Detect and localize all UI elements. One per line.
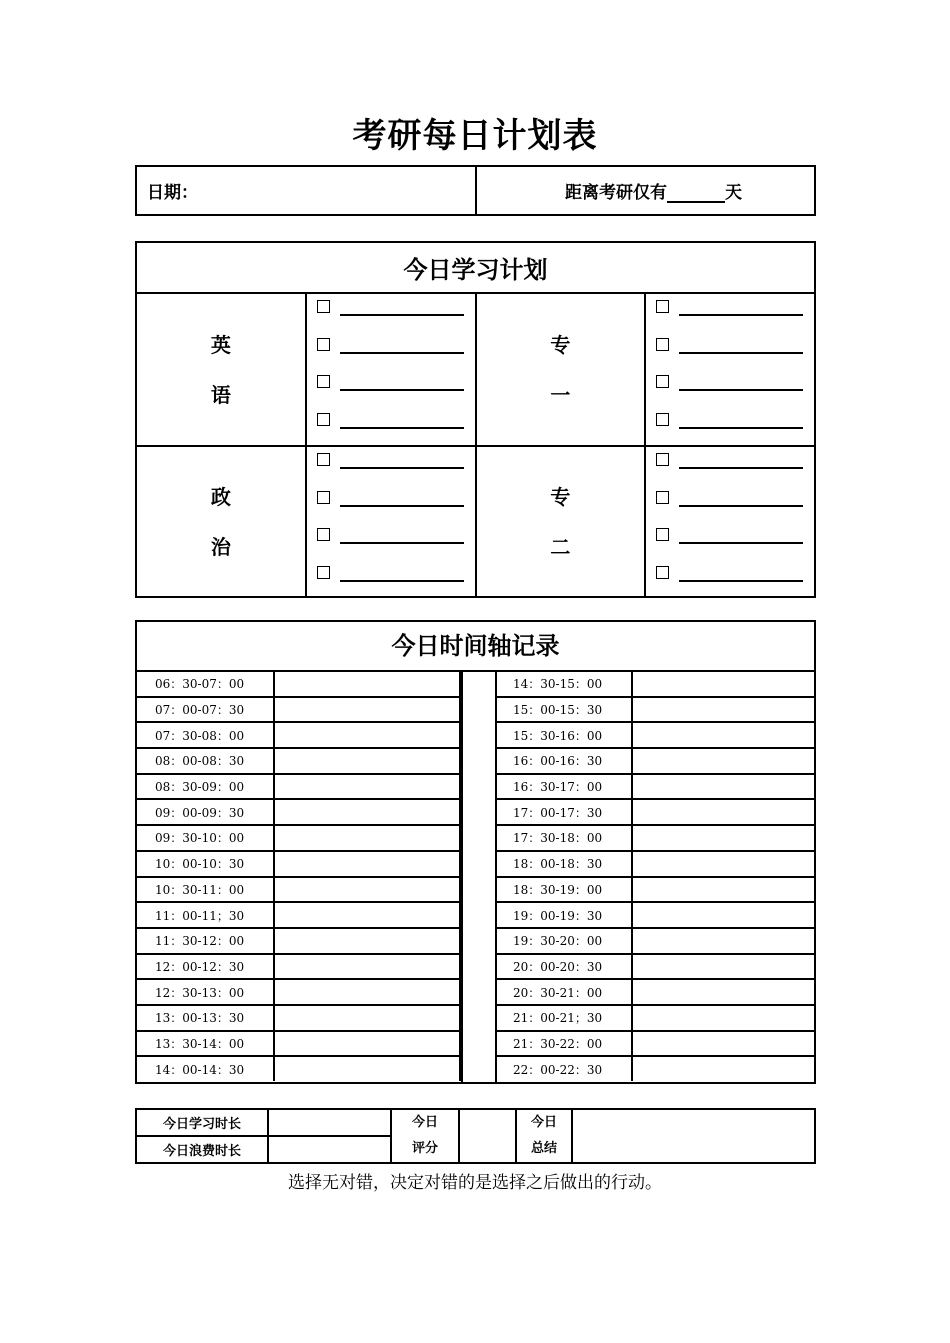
timeline-caption: 今日时间轴记录 bbox=[137, 622, 814, 672]
task-input-line[interactable] bbox=[679, 542, 803, 544]
time-slot-label: 14：30-15：00 bbox=[495, 672, 632, 697]
task-item bbox=[656, 357, 803, 395]
time-slot-entry[interactable] bbox=[632, 672, 814, 697]
timeline-row bbox=[137, 954, 460, 980]
checkbox[interactable] bbox=[317, 528, 330, 541]
task-item bbox=[656, 294, 803, 319]
time-slot-label: 09：00-09：30 bbox=[137, 799, 274, 825]
time-slot-label: 08：00-08：30 bbox=[137, 748, 274, 774]
timeline-divider bbox=[461, 672, 497, 1082]
study-plan-caption: 今日学习计划 bbox=[136, 242, 815, 293]
timeline-row bbox=[495, 979, 814, 1005]
checkbox[interactable] bbox=[656, 413, 669, 426]
time-slot-entry[interactable] bbox=[274, 928, 460, 954]
task-list-english bbox=[306, 293, 476, 446]
study-plan-table bbox=[135, 241, 816, 598]
motto: 选择无对错，决定对错的是选择之后做出的行动。 bbox=[288, 1173, 662, 1193]
score-value[interactable] bbox=[459, 1109, 516, 1163]
time-slot-label: 09：30-10：00 bbox=[137, 825, 274, 851]
time-slot-label: 11：00-11；30 bbox=[137, 902, 274, 928]
checkbox[interactable] bbox=[656, 491, 669, 504]
time-slot-entry[interactable] bbox=[274, 774, 460, 800]
timeline-row bbox=[495, 954, 814, 980]
task-item bbox=[656, 472, 803, 510]
countdown-suffix: 天 bbox=[725, 183, 742, 203]
time-slot-entry[interactable] bbox=[632, 722, 814, 748]
checkbox[interactable] bbox=[656, 453, 669, 466]
timeline-row bbox=[137, 774, 460, 800]
task-item bbox=[656, 510, 803, 548]
time-slot-label: 07：00-07：30 bbox=[137, 697, 274, 723]
task-input-line[interactable] bbox=[679, 352, 803, 354]
time-slot-entry[interactable] bbox=[632, 748, 814, 774]
time-slot-label: 10：00-10：30 bbox=[137, 851, 274, 877]
task-input-line[interactable] bbox=[340, 314, 464, 316]
time-slot-label: 18：30-19：00 bbox=[495, 877, 632, 903]
task-input-line[interactable] bbox=[340, 467, 464, 469]
timeline-left-column bbox=[137, 672, 461, 1081]
time-slot-entry[interactable] bbox=[632, 1005, 814, 1031]
time-slot-entry[interactable] bbox=[274, 954, 460, 980]
time-slot-entry[interactable] bbox=[274, 979, 460, 1005]
subject-politics: 政 治 bbox=[136, 446, 306, 597]
time-slot-entry[interactable] bbox=[274, 851, 460, 877]
page-title: 考研每日计划表 bbox=[352, 116, 598, 156]
time-slot-entry[interactable] bbox=[632, 1056, 814, 1081]
time-slot-entry[interactable] bbox=[274, 722, 460, 748]
task-item bbox=[317, 294, 464, 319]
time-slot-label: 11：30-12：00 bbox=[137, 928, 274, 954]
task-item bbox=[317, 319, 464, 357]
checkbox[interactable] bbox=[317, 300, 330, 313]
waste-time-value[interactable] bbox=[268, 1136, 391, 1163]
time-slot-label: 16：00-16：30 bbox=[495, 748, 632, 774]
time-slot-entry[interactable] bbox=[632, 979, 814, 1005]
checkbox[interactable] bbox=[317, 413, 330, 426]
time-slot-label: 12：00-12：30 bbox=[137, 954, 274, 980]
waste-time-label: 今日浪费时长 bbox=[136, 1136, 268, 1163]
time-slot-entry[interactable] bbox=[632, 877, 814, 903]
task-item bbox=[317, 472, 464, 510]
task-input-line[interactable] bbox=[340, 542, 464, 544]
time-slot-label: 19：00-19：30 bbox=[495, 902, 632, 928]
time-slot-label: 17：00-17：30 bbox=[495, 799, 632, 825]
time-slot-entry[interactable] bbox=[274, 825, 460, 851]
timeline-row bbox=[495, 851, 814, 877]
time-slot-entry[interactable] bbox=[632, 697, 814, 723]
timeline-row bbox=[137, 979, 460, 1005]
task-list-politics bbox=[306, 446, 476, 597]
time-slot-label: 13：00-13：30 bbox=[137, 1005, 274, 1031]
time-slot-entry[interactable] bbox=[632, 902, 814, 928]
time-slot-label: 20：00-20：30 bbox=[495, 954, 632, 980]
task-item bbox=[656, 394, 803, 432]
task-input-line[interactable] bbox=[340, 389, 464, 391]
task-input-line[interactable] bbox=[679, 505, 803, 507]
time-slot-entry[interactable] bbox=[274, 672, 460, 697]
time-slot-label: 08：30-09：00 bbox=[137, 774, 274, 800]
time-slot-label: 13：30-14：00 bbox=[137, 1031, 274, 1057]
timeline-row bbox=[137, 1031, 460, 1057]
timeline-row bbox=[137, 928, 460, 954]
task-input-line[interactable] bbox=[340, 580, 464, 582]
time-slot-entry[interactable] bbox=[274, 877, 460, 903]
timeline-row bbox=[495, 877, 814, 903]
task-input-line[interactable] bbox=[679, 467, 803, 469]
timeline-row bbox=[137, 748, 460, 774]
time-slot-entry[interactable] bbox=[632, 1031, 814, 1057]
timeline-row bbox=[495, 825, 814, 851]
task-input-line[interactable] bbox=[679, 427, 803, 429]
timeline-row bbox=[495, 722, 814, 748]
task-input-line[interactable] bbox=[679, 314, 803, 316]
task-item bbox=[656, 319, 803, 357]
study-time-label: 今日学习时长 bbox=[136, 1109, 268, 1136]
task-item bbox=[317, 447, 464, 472]
time-slot-label: 06：30-07：00 bbox=[137, 672, 274, 697]
task-item bbox=[317, 510, 464, 548]
task-item bbox=[317, 394, 464, 432]
date-label: 日期： bbox=[147, 183, 198, 203]
subject-english: 英 语 bbox=[136, 293, 306, 446]
timeline-row bbox=[495, 774, 814, 800]
checkbox[interactable] bbox=[317, 375, 330, 388]
timeline-row bbox=[137, 672, 460, 697]
time-slot-entry[interactable] bbox=[274, 748, 460, 774]
time-slot-label: 22：00-22：30 bbox=[495, 1056, 632, 1081]
checkbox[interactable] bbox=[656, 338, 669, 351]
summary-table bbox=[135, 1108, 816, 1164]
task-input-line[interactable] bbox=[340, 427, 464, 429]
timeline-right-column bbox=[495, 672, 814, 1081]
timeline-row bbox=[495, 1031, 814, 1057]
time-slot-entry[interactable] bbox=[274, 1056, 460, 1081]
timeline-row bbox=[137, 1005, 460, 1031]
timeline-panel bbox=[135, 620, 816, 1084]
task-item bbox=[317, 547, 464, 585]
task-item bbox=[656, 447, 803, 472]
timeline-row bbox=[495, 1056, 814, 1081]
time-slot-label: 12：30-13：00 bbox=[137, 979, 274, 1005]
time-slot-entry[interactable] bbox=[274, 799, 460, 825]
time-slot-entry[interactable] bbox=[632, 799, 814, 825]
timeline-row bbox=[495, 902, 814, 928]
timeline-row bbox=[137, 722, 460, 748]
timeline-row bbox=[495, 672, 814, 697]
date-cell[interactable] bbox=[136, 166, 476, 215]
time-slot-label: 19：30-20：00 bbox=[495, 928, 632, 954]
time-slot-label: 21：30-22：00 bbox=[495, 1031, 632, 1057]
checkbox[interactable] bbox=[656, 300, 669, 313]
task-input-line[interactable] bbox=[679, 580, 803, 582]
time-slot-label: 10：30-11：00 bbox=[137, 877, 274, 903]
summary-label: 今日 总结 bbox=[516, 1109, 572, 1163]
timeline-row bbox=[495, 799, 814, 825]
time-slot-label: 17：30-18：00 bbox=[495, 825, 632, 851]
timeline-row bbox=[137, 851, 460, 877]
countdown-prefix: 距离考研仅有 bbox=[565, 183, 667, 203]
checkbox[interactable] bbox=[656, 528, 669, 541]
timeline-row bbox=[137, 877, 460, 903]
checkbox[interactable] bbox=[317, 566, 330, 579]
task-input-line[interactable] bbox=[340, 505, 464, 507]
time-slot-entry[interactable] bbox=[274, 697, 460, 723]
study-time-value[interactable] bbox=[268, 1109, 391, 1136]
summary-value[interactable] bbox=[572, 1109, 815, 1163]
time-slot-label: 18：00-18：30 bbox=[495, 851, 632, 877]
timeline-row bbox=[137, 902, 460, 928]
time-slot-entry[interactable] bbox=[274, 1005, 460, 1031]
time-slot-entry[interactable] bbox=[274, 1031, 460, 1057]
timeline-row bbox=[137, 1056, 460, 1081]
time-slot-label: 15：30-16：00 bbox=[495, 722, 632, 748]
task-list-major-two bbox=[645, 446, 815, 597]
checkbox[interactable] bbox=[317, 453, 330, 466]
time-slot-label: 21：00-21；30 bbox=[495, 1005, 632, 1031]
task-item bbox=[656, 547, 803, 585]
time-slot-entry[interactable] bbox=[632, 825, 814, 851]
task-item bbox=[317, 357, 464, 395]
timeline-row bbox=[137, 825, 460, 851]
time-slot-label: 14：00-14：30 bbox=[137, 1056, 274, 1081]
timeline-row bbox=[495, 928, 814, 954]
timeline-row bbox=[495, 748, 814, 774]
score-label: 今日 评分 bbox=[391, 1109, 459, 1163]
checkbox[interactable] bbox=[656, 375, 669, 388]
time-slot-entry[interactable] bbox=[632, 851, 814, 877]
countdown-blank[interactable] bbox=[667, 183, 725, 203]
checkbox[interactable] bbox=[317, 338, 330, 351]
time-slot-entry[interactable] bbox=[632, 954, 814, 980]
subject-major-two: 专 二 bbox=[476, 446, 646, 597]
timeline-row bbox=[137, 697, 460, 723]
time-slot-entry[interactable] bbox=[274, 902, 460, 928]
time-slot-label: 15：00-15：30 bbox=[495, 697, 632, 723]
time-slot-label: 16：30-17：00 bbox=[495, 774, 632, 800]
checkbox[interactable] bbox=[317, 491, 330, 504]
header-table bbox=[135, 165, 816, 216]
time-slot-entry[interactable] bbox=[632, 774, 814, 800]
checkbox[interactable] bbox=[656, 566, 669, 579]
subject-major-one: 专 一 bbox=[476, 293, 646, 446]
task-list-major-one bbox=[645, 293, 815, 446]
time-slot-entry[interactable] bbox=[632, 928, 814, 954]
task-input-line[interactable] bbox=[679, 389, 803, 391]
time-slot-label: 20：30-21：00 bbox=[495, 979, 632, 1005]
timeline-row bbox=[137, 799, 460, 825]
timeline-row bbox=[495, 697, 814, 723]
countdown-cell[interactable] bbox=[476, 166, 816, 215]
time-slot-label: 07：30-08：00 bbox=[137, 722, 274, 748]
timeline-row bbox=[495, 1005, 814, 1031]
task-input-line[interactable] bbox=[340, 352, 464, 354]
